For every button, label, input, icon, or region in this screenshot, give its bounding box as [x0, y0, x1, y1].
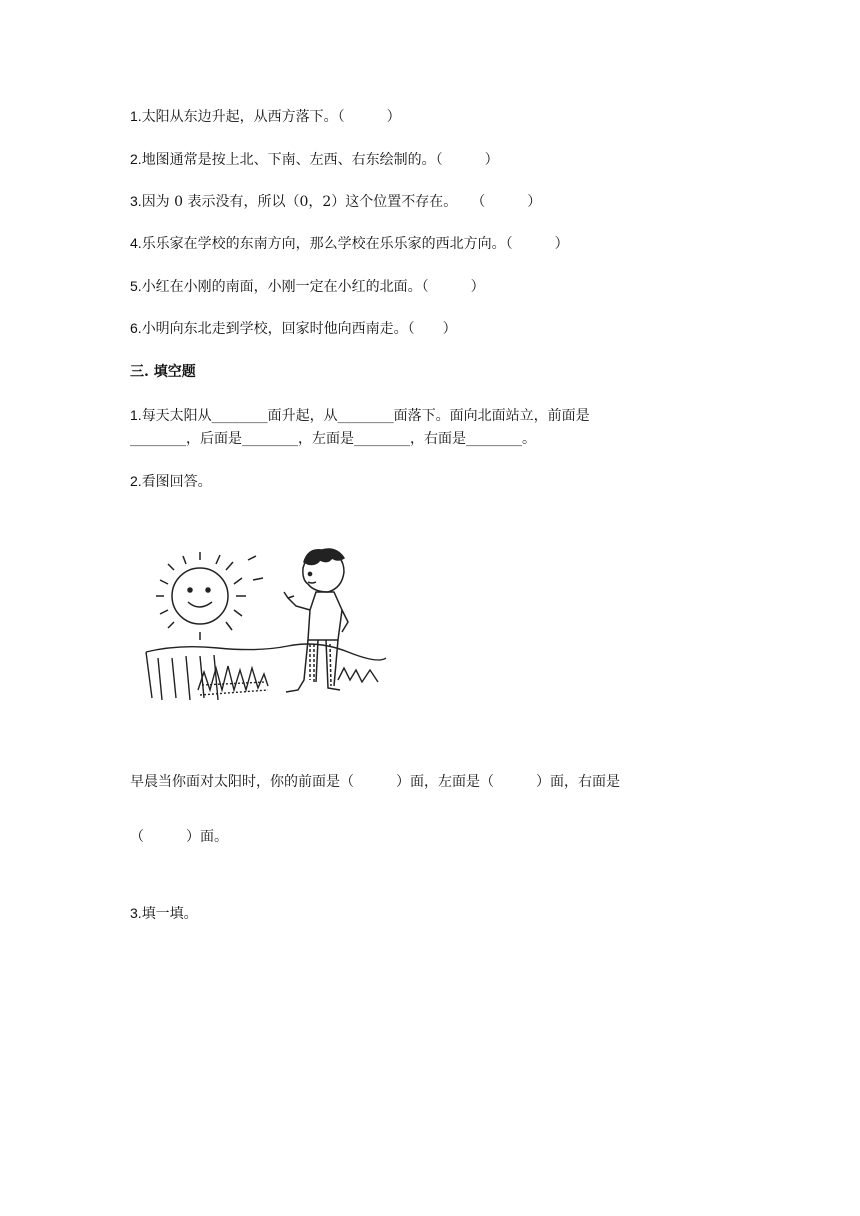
sun-boy-illustration: [138, 540, 390, 712]
judge-item-5: 5.小红在小刚的南面，小刚一定在小红的北面。（ ）: [130, 278, 485, 295]
ground-icon: [146, 644, 386, 700]
fill-item-1-line1: 1.每天太阳从________面升起，从________面落下。面向北面站立，前面是: [130, 407, 590, 424]
fill-item-2-answer-line2: （ ）面。: [130, 829, 228, 845]
fill-item-3: 3.填一填。: [130, 905, 198, 922]
judge-item-1: 1.太阳从东边升起，从西方落下。（ ）: [130, 108, 401, 125]
sun-icon: [156, 552, 263, 640]
judge-item-2: 2.地图通常是按上北、下南、左西、右东绘制的。（ ）: [130, 151, 499, 168]
section-title: 三. 填空题: [130, 364, 196, 380]
fill-item-1-line2: ________，后面是________，左面是________，右面是________。: [130, 431, 536, 447]
judge-item-6: 6.小明向东北走到学校，回家时他向西南走。（ ）: [130, 320, 457, 337]
fill-item-2: 2.看图回答。: [130, 473, 212, 490]
judge-item-3: 3.因为 0 表示没有，所以（0，2）这个位置不存在。 （ ）: [130, 193, 542, 210]
fill-item-2-answer-line1: 早晨当你面对太阳时，你的前面是（ ）面，左面是（ ）面，右面是: [130, 774, 620, 790]
boy-icon: [284, 549, 348, 692]
judge-item-4: 4.乐乐家在学校的东南方向，那么学校在乐乐家的西北方向。（ ）: [130, 235, 569, 252]
